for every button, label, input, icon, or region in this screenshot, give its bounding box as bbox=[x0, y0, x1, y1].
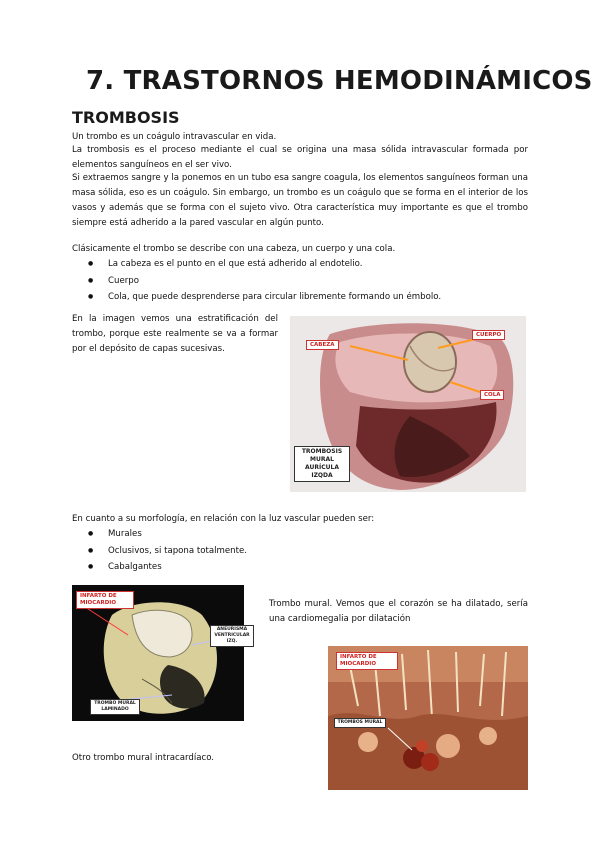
list-item: ● Cuerpo bbox=[72, 273, 441, 290]
section-heading: TROMBOSIS bbox=[72, 108, 180, 127]
list-item: ● Oclusivos, si tapona totalmente. bbox=[72, 543, 247, 560]
infarto-label: INFARTO DE MIOCARDIO bbox=[76, 591, 134, 609]
aneurisma-label: ANEURISMA VENTRICULAR IZQ. bbox=[210, 625, 254, 647]
trombo-laminado-label: TROMBO MURAL LAMINADO bbox=[90, 699, 140, 715]
caption-line: MURAL bbox=[310, 456, 334, 463]
trombos-label: TROMBOS MURAL bbox=[334, 718, 386, 728]
caption-line: IZQDA bbox=[311, 472, 333, 479]
page-title: 7. TRASTORNOS HEMODINÁMICOS bbox=[86, 66, 593, 96]
list-item: ● Murales bbox=[72, 526, 247, 543]
list-item: ● Cola, que puede desprenderse para circular libremente formando un émbolo. bbox=[72, 289, 441, 306]
cabeza-label: CABEZA bbox=[306, 340, 339, 350]
cola-label: COLA bbox=[480, 390, 504, 400]
list-item: ● Cabalgantes bbox=[72, 559, 247, 576]
mural-thrombus-photo bbox=[72, 585, 250, 721]
other-caption: Otro trombo mural intracardíaco. bbox=[72, 753, 215, 763]
cuerpo-label: CUERPO bbox=[472, 330, 505, 340]
morphology-list bbox=[72, 526, 247, 576]
morphology-intro: En cuanto a su morfología, en relación con la luz vascular pueden ser: bbox=[72, 514, 375, 524]
intro-process: La trombosis es el proceso mediante el cual se origina una masa sólida intravascular formada por elementos sanguíneos en el ser vivo. bbox=[72, 145, 528, 170]
parts-intro: Clásicamente el trombo se describe con una cabeza, un cuerpo y una cola. bbox=[72, 244, 396, 254]
caption-line: AURÍCULA bbox=[305, 464, 339, 471]
thrombus-heart-photo bbox=[290, 316, 526, 492]
infarto-label: INFARTO DE MIOCARDIO bbox=[336, 652, 398, 670]
stratification-text: En la imagen vemos una estratificación del trombo, porque este realmente se va a formar por el depósito de capas sucesivas. bbox=[72, 314, 278, 354]
list-item: ● La cabeza es el punto en el que está adherido al endotelio. bbox=[72, 256, 441, 273]
mural-description: Trombo mural. Vemos que el corazón se ha dilatado, sería una cardiomegalia por dilatación bbox=[269, 599, 528, 624]
caption-line: TROMBOSIS bbox=[301, 448, 343, 455]
intracardiac-thrombus-photo bbox=[328, 646, 528, 790]
intro-comparison: Si extraemos sangre y la ponemos en un tubo esa sangre coagula, los elementos sanguíneos forman una masa sólida, eso es un coágulo. Sin embargo, un trombo es un coágulo que se forma en el interior de los vasos y además que se forma con el sujeto vivo. Otra característica muy importante es que el trombo siempre está adherido a la pared vascular en algún punto. bbox=[72, 173, 528, 228]
thrombosis-caption-box bbox=[294, 446, 350, 482]
parts-list bbox=[72, 256, 441, 306]
intro-definition: Un trombo es un coágulo intravascular en vida. bbox=[72, 132, 277, 142]
